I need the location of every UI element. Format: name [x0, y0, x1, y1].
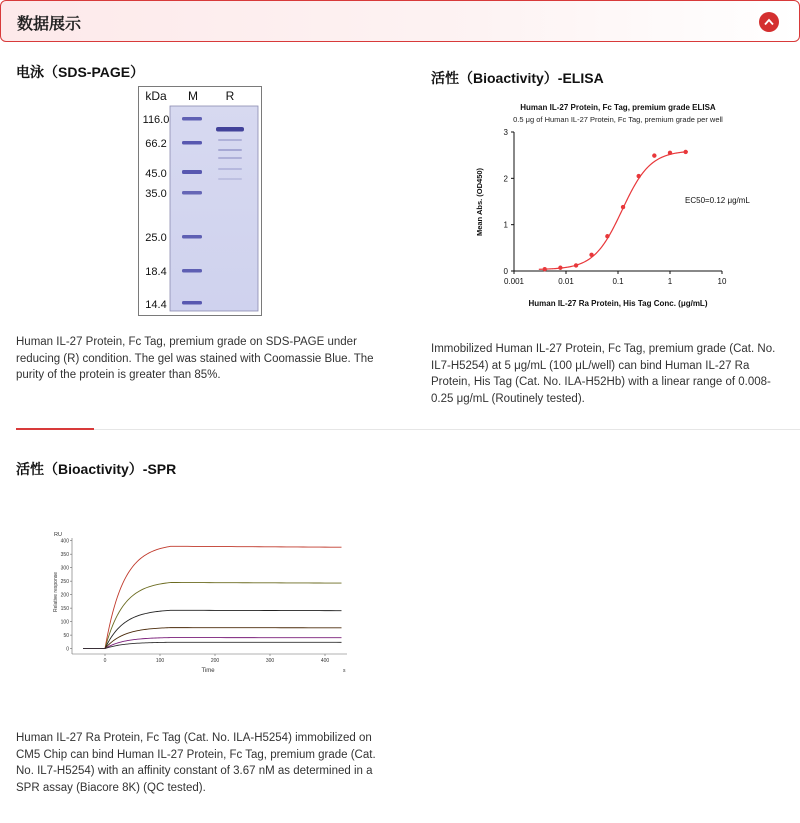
- spr-ytick-label: 150: [60, 606, 69, 613]
- elisa-xtick-label: 0.01: [558, 277, 574, 286]
- gel-lane-m-label: M: [188, 89, 198, 103]
- elisa-chart: [468, 100, 768, 317]
- elisa-ytick-label: 3: [503, 128, 508, 137]
- gel-marker-label: 45.0: [145, 168, 167, 180]
- spr-ytick-label: 350: [60, 552, 69, 559]
- spr-ytick-label: 300: [60, 565, 69, 572]
- elisa-data-point: [605, 234, 609, 238]
- sds-page-description: Human IL-27 Protein, Fc Tag, premium grade on SDS-PAGE under reducing (R) condition. The gel was stained with Coomassie Blue. The purity of the protein is greater than 85%.: [16, 336, 374, 382]
- elisa-chart-subtitle: 0.5 μg of Human IL-27 Protein, Fc Tag, premium grade per well: [513, 115, 723, 124]
- spr-sensorgram-c3: [83, 610, 342, 648]
- spr-chart: [50, 528, 350, 681]
- elisa-xtick-label: 0.1: [612, 277, 624, 286]
- elisa-chart-title: Human IL-27 Protein, Fc Tag, premium grade ELISA: [520, 103, 716, 112]
- sds-page-gel-image: [138, 86, 262, 321]
- spr-title: 活性（Bioactivity）-SPR: [16, 461, 177, 477]
- elisa-data-point: [621, 205, 625, 209]
- spr-sensorgram-c6: [83, 642, 342, 648]
- spr-xlabel: Time: [201, 668, 215, 674]
- spr-ytick-label: 100: [60, 619, 69, 626]
- spr-description: Human IL-27 Ra Protein, Fc Tag (Cat. No. ILA-H5254) immobilized on CM5 Chip can bind Human IL-27 Protein, Fc Tag, premium grade (Cat. No. IL7-H5254) with an affinity constant of 3.67 nM as determined in a SPR assay (Biacore 8K) (QC tested).: [16, 732, 376, 795]
- elisa-data-point: [652, 153, 656, 157]
- section-divider: [16, 429, 800, 430]
- spr-ytick-label: 200: [60, 592, 69, 599]
- gel-kda-label: kDa: [145, 89, 167, 103]
- spr-ytick-label: 250: [60, 579, 69, 586]
- gel-marker-label: 35.0: [145, 188, 167, 200]
- elisa-xtick-label: 0.001: [503, 277, 525, 286]
- elisa-data-point: [668, 151, 672, 155]
- spr-ytick-label: 50: [63, 633, 69, 640]
- sds-page-title: 电泳（SDS-PAGE）: [16, 64, 145, 80]
- gel-marker-label: 14.4: [145, 299, 167, 311]
- elisa-ytick-label: 2: [503, 174, 508, 184]
- elisa-fit-curve: [539, 152, 688, 270]
- spr-ytick-label: 0: [66, 646, 69, 653]
- spr-sensorgram-c1: [83, 546, 342, 648]
- elisa-xtick-label: 1: [667, 277, 673, 286]
- spr-xtick-label: 400: [320, 658, 330, 664]
- spr-xtick-label: 0: [103, 658, 107, 664]
- elisa-ytick-label: 0: [503, 267, 508, 276]
- gel-marker-label: 18.4: [145, 266, 167, 278]
- gel-marker-label: 116.0: [142, 114, 170, 126]
- spr-xtick-label: 300: [265, 658, 275, 664]
- gel-lane-r-label: R: [225, 89, 235, 103]
- elisa-xlabel: Human IL-27 Ra Protein, His Tag Conc. (μg/mL): [528, 299, 708, 308]
- spr-xtick-label: 100: [155, 658, 165, 664]
- elisa-data-point: [636, 174, 640, 178]
- elisa-data-point: [683, 150, 687, 154]
- spr-xtick-label: 200: [210, 658, 220, 664]
- elisa-data-point: [574, 263, 578, 267]
- elisa-ylabel: Mean Abs. (OD450): [475, 167, 484, 237]
- spr-units-label: RU: [54, 532, 62, 538]
- spr-sensorgram-c2: [83, 582, 342, 648]
- chevron-up-icon: [764, 18, 774, 26]
- spr-ytick-label: 400: [60, 538, 69, 545]
- section-divider-accent: [16, 428, 94, 430]
- elisa-description: Immobilized Human IL-27 Protein, Fc Tag, premium grade (Cat. No. IL7-H5254) at 5 μg/mL (100 μL/well) can bind Human IL-27 Ra Protein, His Tag (Cat. No. ILA-H52Hb) with a linear range of 0.008-0.25 μg/mL (Routinely tested).: [431, 343, 776, 406]
- elisa-data-point: [558, 266, 562, 270]
- spr-sensorgram-c5: [83, 638, 342, 649]
- elisa-xtick-label: 10: [717, 277, 727, 286]
- section-header: [0, 0, 800, 42]
- elisa-title: 活性（Bioactivity）-ELISA: [431, 70, 604, 86]
- elisa-ytick-label: 1: [503, 220, 508, 230]
- gel-marker-label: 66.2: [145, 138, 167, 150]
- spr-ylabel: Relative response: [53, 571, 59, 613]
- elisa-data-point: [589, 253, 593, 257]
- elisa-data-point: [543, 267, 547, 271]
- elisa-ec50-annotation: EC50=0.12 μg/mL: [685, 196, 750, 205]
- collapse-button[interactable]: [759, 12, 779, 32]
- gel-marker-label: 25.0: [145, 232, 167, 244]
- section-header-title: 数据展示: [17, 16, 82, 33]
- spr-seconds-label: s: [343, 668, 346, 674]
